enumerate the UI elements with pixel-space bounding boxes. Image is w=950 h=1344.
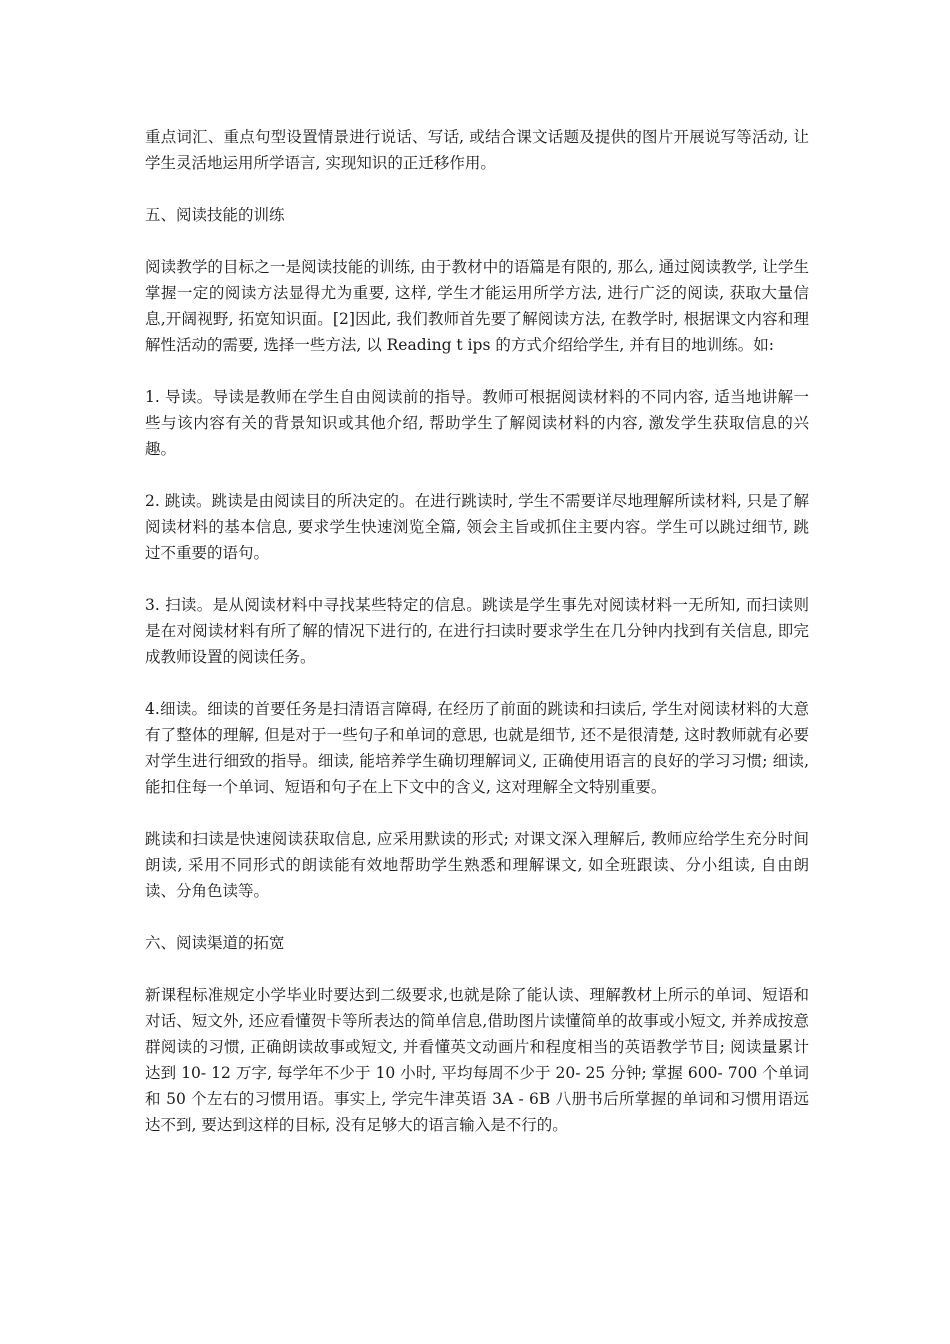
paragraph-intro-continuation: 重点词汇、重点句型设置情景进行说话、写话, 或结合课文话题及提供的图片开展说写等活动, 让学生灵活地运用所学语言, 实现知识的正迁移作用。 (145, 128, 809, 172)
paragraph-curriculum-standards: 新课程标准规定小学毕业时要达到二级要求,也就是除了能认读、理解教材上所示的单词、短语和对话、短文外, 还应看懂贺卡等所表达的简单信息,借助图片读懂简单的故事或小短文, 并养成按意群阅读的习惯, 正确朗读故事或短文, 并看懂英文动画片和程度相当的英语教学节目; 阅读量累计达到 10- 12 万字, 每学年不少于 10 小时, 平均每周不少于 20- 25 分钟; 掌握 600- 700 个单词和 50 个左右的习惯用语。事实上, 学完牛津英语 3A - 6B 八册书后所掌握的单词和习惯用语远达不到, 要达到这样的目标, 没有足够大的语言输入是不行的。 (145, 986, 809, 1134)
paragraph-scanning: 3. 扫读。是从阅读材料中寻找某些特定的信息。跳读是学生事先对阅读材料一无所知, 而扫读则是在对阅读材料有所了解的情况下进行的, 在进行扫读时要求学生在几分钟内找到有关信息, 即完成教师设置的阅读任务。 (145, 596, 809, 666)
paragraph-silent-and-oral-reading: 跳读和扫读是快速阅读获取信息, 应采用默读的形式; 对课文深入理解后, 教师应给学生充分时间朗读, 采用不同形式的朗读能有效地帮助学生熟悉和理解课文, 如全班跟读、分小组读, 自由朗读、分角色读等。 (145, 830, 809, 900)
paragraph-reading-skills-intro: 阅读教学的目标之一是阅读技能的训练, 由于教材中的语篇是有限的, 那么, 通过阅读教学, 让学生掌握一定的阅读方法显得尤为重要, 这样, 学生才能运用所学方法, 进行广泛的阅读, 获取大量信息,开阔视野, 拓宽知识面。[2]因此, 我们教师首先要了解阅读方法, 在教学时, 根据课文内容和理解性活动的需要, 选择一些方法, 以 Reading t ips 的方式介绍给学生, 并有目的地训练。如: (145, 258, 809, 354)
paragraph-intensive-reading: 4.细读。细读的首要任务是扫清语言障碍, 在经历了前面的跳读和扫读后, 学生对阅读材料的大意有了整体的理解, 但是对于一些句子和单词的意思, 也就是细节, 还不是很清楚, 这时教师就有必要对学生进行细致的指导。细读, 能培养学生确切理解词义, 正确使用语言的良好的学习习惯; 细读, 能扣住每一个单词、短语和句子在上下文中的含义, 这对理解全文特别重要。 (145, 700, 809, 796)
section-heading-reading-skills: 五、阅读技能的训练 (145, 206, 285, 224)
paragraph-guided-reading: 1. 导读。导读是教师在学生自由阅读前的指导。教师可根据阅读材料的不同内容, 适当地讲解一些与该内容有关的背景知识或其他介绍, 帮助学生了解阅读材料的内容, 激发学生获取信息的兴趣。 (145, 388, 809, 458)
section-heading-reading-channels: 六、阅读渠道的拓宽 (145, 934, 285, 952)
paragraph-skimming: 2. 跳读。跳读是由阅读目的所决定的。在进行跳读时, 学生不需要详尽地理解所读材料, 只是了解阅读材料的基本信息, 要求学生快速浏览全篇, 领会主旨或抓住主要内容。学生可以跳过细节, 跳过不重要的语句。 (145, 492, 809, 562)
document-body (145, 124, 809, 1164)
